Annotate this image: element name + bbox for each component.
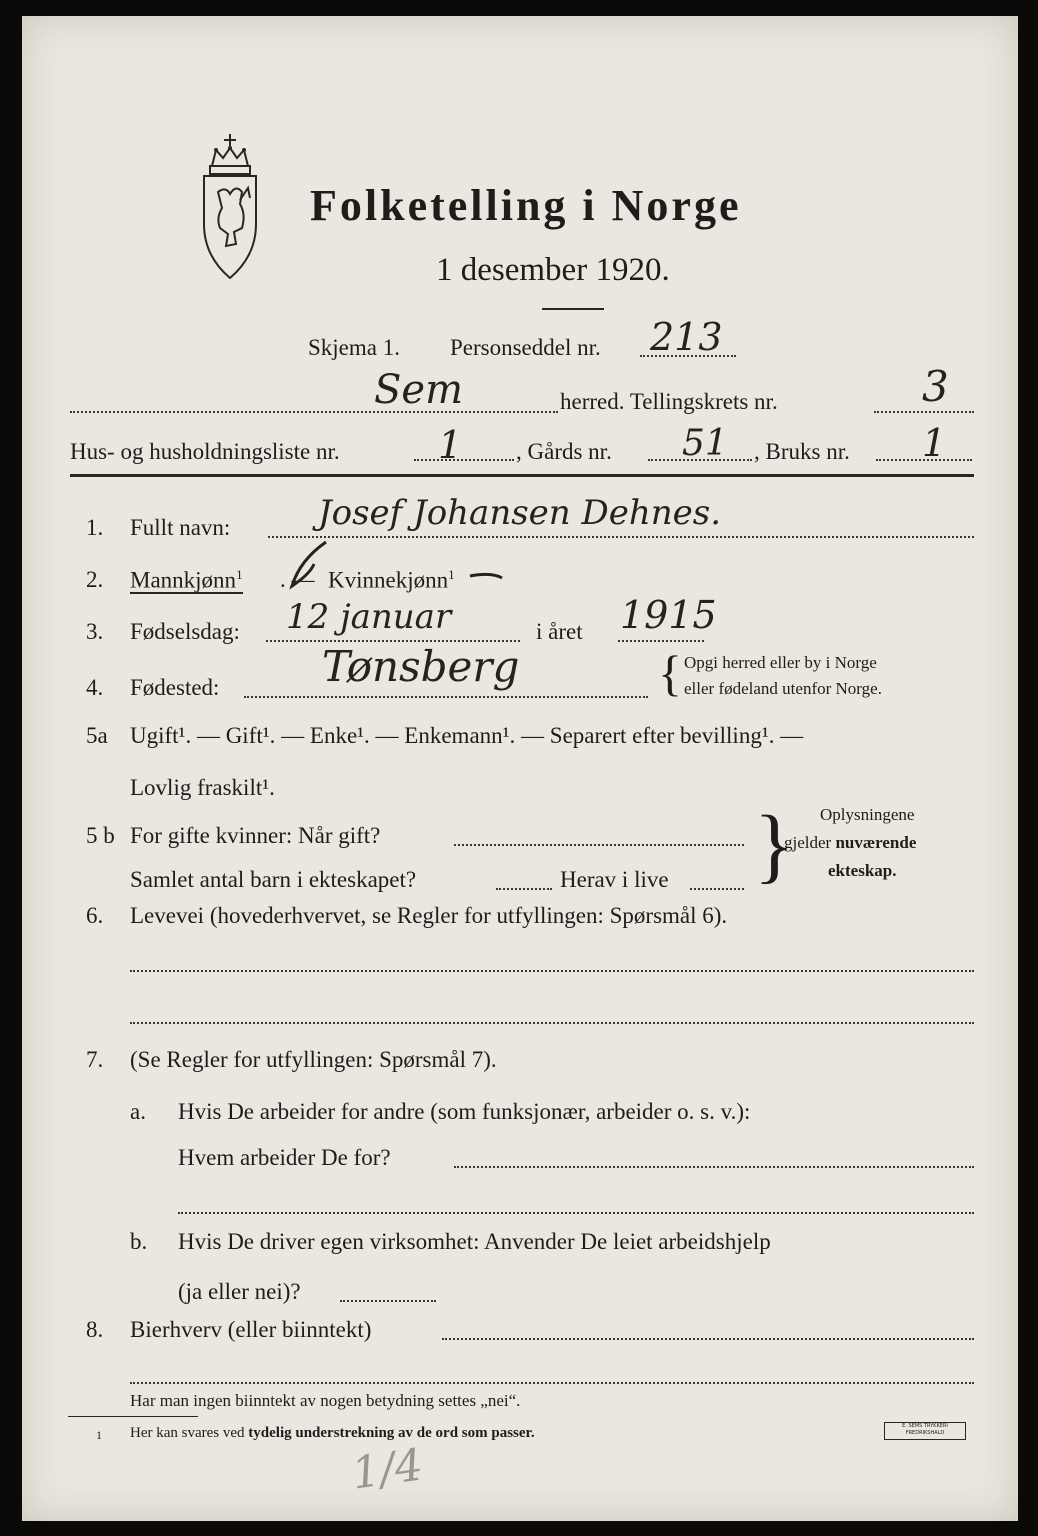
female-footnote: 1	[448, 567, 455, 582]
children-count-label: Samlet antal barn i ekteskapet?	[130, 867, 417, 892]
occupation-field-1[interactable]	[130, 970, 974, 972]
q1-number: 1.	[86, 515, 104, 540]
birthplace-value[interactable]: Tønsberg	[322, 642, 520, 691]
children-count-field[interactable]	[496, 888, 552, 890]
q4-label: Fødested:	[130, 675, 220, 700]
q6-number: 6.	[86, 903, 104, 928]
q7-number: 7.	[86, 1047, 104, 1072]
birthplace-note-2: eller fødeland utenfor Norge.	[684, 679, 882, 698]
header-rule	[70, 474, 974, 477]
marriage-note-2a: gjelder	[784, 833, 832, 852]
employer-field-2[interactable]	[178, 1212, 974, 1214]
q7b-question: Hvis De driver egen virksomhet: Anvender De leiet arbeidshjelp	[178, 1229, 771, 1254]
male-option[interactable]	[130, 568, 243, 594]
side-income-field-2[interactable]	[130, 1382, 974, 1384]
year-label: i året	[536, 619, 583, 644]
q6-label: Levevei (hovederhvervet, se Regler for utfyllingen: Spørsmål 6).	[130, 903, 728, 928]
husliste-value[interactable]: 1	[438, 423, 463, 467]
divorced-option[interactable]: Lovlig fraskilt¹.	[130, 775, 275, 800]
personseddel-label: Personseddel nr.	[450, 335, 601, 360]
census-form-page	[22, 16, 1018, 1521]
herred-label: herred. Tellingskrets nr.	[560, 389, 778, 414]
q8-label: Bierhverv (eller biinntekt)	[130, 1317, 372, 1342]
schema-label: Skjema 1.	[308, 335, 400, 360]
when-married-label: For gifte kvinner: Når gift?	[130, 823, 381, 848]
gards-value[interactable]: 51	[682, 423, 728, 464]
hired-help-label: (ja eller nei)?	[178, 1279, 301, 1304]
gender-pen-stroke	[270, 534, 520, 594]
q8-number: 8.	[86, 1317, 104, 1342]
occupation-field-2[interactable]	[130, 1022, 974, 1024]
husliste-label: Hus- og husholdningsliste nr.	[70, 439, 340, 464]
title-divider	[542, 308, 604, 310]
marriage-note-brace: }	[754, 799, 795, 892]
no-income-note: Har man ingen biinntekt av nogen betydning settes „nei“.	[130, 1391, 521, 1410]
tellingskrets-value[interactable]: 3	[922, 362, 949, 411]
q4-number: 4.	[86, 675, 104, 700]
bottom-scribble: 1/4	[348, 1439, 426, 1500]
personseddel-value[interactable]: 213	[650, 315, 723, 359]
q2-number: 2.	[86, 567, 104, 592]
side-income-field[interactable]	[442, 1338, 974, 1340]
male-label: Mannkjønn	[130, 567, 237, 593]
q7-label: (Se Regler for utfyllingen: Spørsmål 7).	[130, 1047, 497, 1072]
gards-label: , Gårds nr.	[516, 439, 612, 464]
hired-help-field[interactable]	[340, 1300, 436, 1302]
children-alive-label: Herav i live	[560, 867, 669, 892]
employer-label: Hvem arbeider De for?	[178, 1145, 391, 1170]
q5b-number: 5 b	[86, 823, 115, 848]
q3-label: Fødselsdag:	[130, 619, 240, 644]
footnote-text-plain: Her kan svares ved	[130, 1425, 245, 1441]
q5a-number: 5a	[86, 723, 108, 748]
form-title: Folketelling i Norge	[310, 181, 742, 230]
q7a-marker: a.	[130, 1099, 146, 1124]
birthday-value[interactable]: 12 januar	[286, 597, 452, 637]
footnote-marker: 1	[96, 1428, 102, 1442]
children-alive-field[interactable]	[690, 888, 744, 890]
footnote-text-bold: tydelig understrekning av de ord som passer.	[248, 1425, 535, 1441]
employer-field[interactable]	[454, 1166, 974, 1168]
footnote-rule	[68, 1416, 198, 1417]
printer-stamp: E. SEMS TRYKKERI FREDRIKSHALD	[884, 1422, 966, 1440]
marriage-note-2	[784, 834, 916, 851]
footnote-text	[130, 1426, 535, 1441]
marital-status-options[interactable]: Ugift¹. — Gift¹. — Enke¹. — Enkemann¹. — Separert efter bevilling¹. —	[130, 723, 804, 748]
marriage-note-3: ekteskap.	[828, 861, 897, 880]
herred-value[interactable]: Sem	[374, 367, 464, 413]
birthplace-brace: {	[658, 645, 682, 701]
when-married-field[interactable]	[454, 844, 744, 846]
q1-label: Fullt navn:	[130, 515, 231, 540]
birth-year-value[interactable]: 1915	[620, 593, 717, 637]
bruks-value[interactable]: 1	[922, 421, 947, 465]
female-label: Kvinnekjønn	[328, 567, 449, 593]
census-date: 1 desember 1920.	[436, 252, 670, 288]
marriage-note-2b: nuværende	[835, 833, 917, 852]
q3-number: 3.	[86, 619, 104, 644]
q7b-marker: b.	[130, 1229, 148, 1254]
q2-separator: . —	[280, 567, 315, 592]
marriage-note-1: Oplysningene	[820, 805, 915, 824]
full-name-value[interactable]: Josef Johansen Dehnes.	[318, 493, 722, 533]
birthplace-note-1: Opgi herred eller by i Norge	[684, 653, 877, 672]
male-footnote: 1	[236, 567, 243, 582]
norwegian-coat-of-arms-icon	[190, 128, 270, 288]
bruks-label: , Bruks nr.	[754, 439, 850, 464]
q7a-question: Hvis De arbeider for andre (som funksjonær, arbeider o. s. v.):	[178, 1099, 751, 1124]
